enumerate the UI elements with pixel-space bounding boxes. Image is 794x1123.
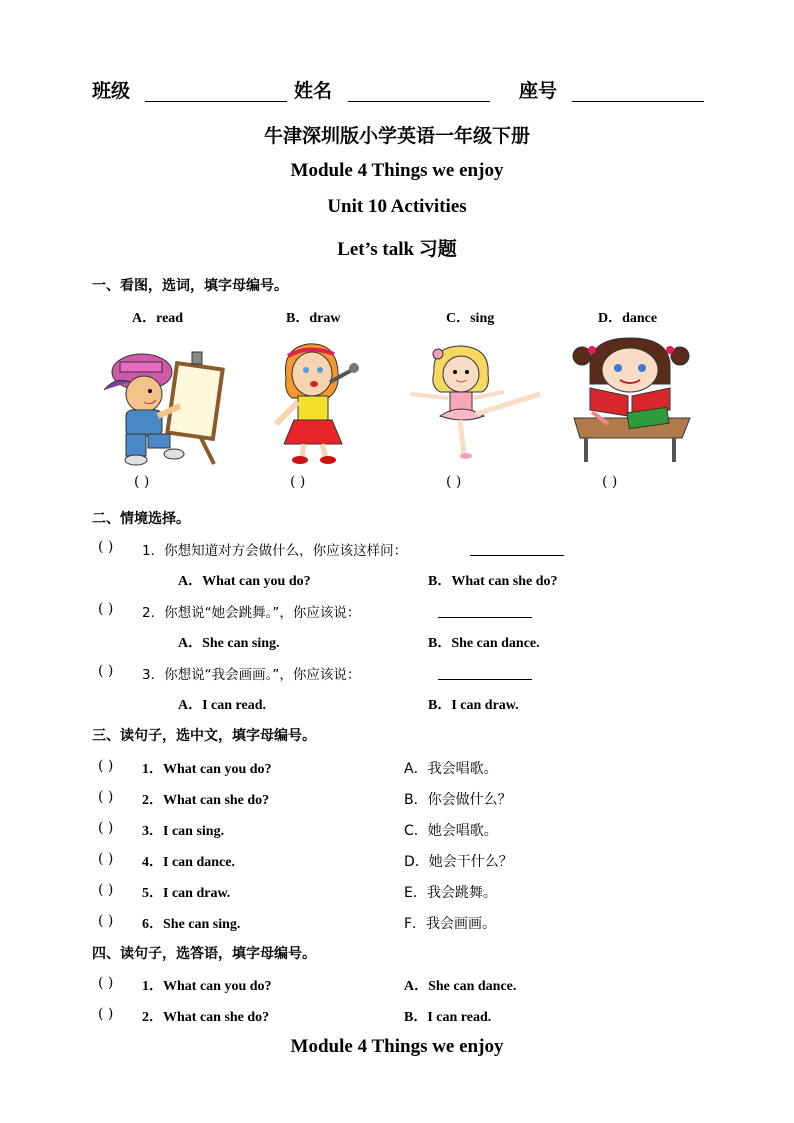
name-blank[interactable] <box>348 101 490 102</box>
s3-r3-paren[interactable]: ( ) <box>98 820 114 836</box>
s4-r1-ans: A．She can dance. <box>404 979 517 994</box>
s2-q2-paren[interactable]: ( ) <box>98 601 114 617</box>
option-d: D．dance <box>598 311 658 326</box>
s3-r6-zh: F．我会画画。 <box>404 916 497 932</box>
s2-q3-option-b: B．I can draw. <box>428 698 519 713</box>
s4-r2-ans: B．I can read. <box>404 1010 492 1025</box>
s2-q2-option-b: B．She can dance. <box>428 636 540 651</box>
section2-heading: 二、情境选择。 <box>92 511 190 527</box>
s3-r6-paren[interactable]: ( ) <box>98 913 114 929</box>
s2-q2-blank[interactable] <box>438 617 532 618</box>
s3-r5-zh: E．我会跳舞。 <box>404 885 497 901</box>
option-a: A．read <box>132 311 184 326</box>
option-b: B．draw <box>286 311 341 326</box>
s2-q3-text: 3．你想说“我会画画。”，你应该说： <box>142 667 361 683</box>
answer-paren-3[interactable]: ( ) <box>446 474 462 490</box>
section1-heading: 一、看图，选词，填字母编号。 <box>92 278 288 294</box>
seat-label: 座号 <box>519 80 558 102</box>
unit-title: Unit 10 Activities <box>327 196 467 217</box>
book-title: 牛津深圳版小学英语一年级下册 <box>263 125 530 147</box>
lesson-title: Let’s talk 习题 <box>337 239 457 260</box>
s3-r6-en: 6．She can sing. <box>142 917 241 932</box>
s2-q1-option-b: B．What can she do? <box>428 574 558 589</box>
answer-paren-4[interactable]: ( ) <box>602 474 618 490</box>
s3-r2-en: 2．What can she do? <box>142 793 270 808</box>
name-label: 姓名 <box>294 80 333 102</box>
s3-r1-paren[interactable]: ( ) <box>98 758 114 774</box>
s3-r3-en: 3．I can sing. <box>142 824 225 839</box>
class-blank[interactable] <box>145 101 287 102</box>
s2-q3-option-a: A．I can read. <box>178 698 267 713</box>
s4-r2-paren[interactable]: ( ) <box>98 1006 114 1022</box>
s2-q3-blank[interactable] <box>438 679 532 680</box>
s3-r5-en: 5．I can draw. <box>142 886 231 901</box>
s2-q1-blank[interactable] <box>470 555 564 556</box>
answer-paren-2[interactable]: ( ) <box>290 474 306 490</box>
s3-r4-zh: D．她会干什么？ <box>404 854 513 870</box>
section3-heading: 三、读句子，选中文，填字母编号。 <box>92 728 316 744</box>
answer-paren-1[interactable]: ( ) <box>134 474 150 490</box>
girl-reading-illustration <box>570 334 694 464</box>
seat-blank[interactable] <box>572 101 704 102</box>
girl-singing-illustration <box>268 338 368 466</box>
s3-r3-zh: C．她会唱歌。 <box>404 823 498 839</box>
s3-r4-en: 4．I can dance. <box>142 855 235 870</box>
s3-r1-zh: A．我会唱歌。 <box>404 761 498 777</box>
s2-q1-option-a: A．What can you do? <box>178 574 311 589</box>
footer-module-title: Module 4 Things we enjoy <box>290 1036 504 1057</box>
child-drawing-illustration <box>96 336 226 466</box>
s3-r5-paren[interactable]: ( ) <box>98 882 114 898</box>
s2-q2-option-a: A．She can sing. <box>178 636 280 651</box>
s2-q3-paren[interactable]: ( ) <box>98 663 114 679</box>
s4-r1-paren[interactable]: ( ) <box>98 975 114 991</box>
s2-q1-paren[interactable]: ( ) <box>98 539 114 555</box>
s3-r1-en: 1．What can you do? <box>142 762 272 777</box>
s3-r2-paren[interactable]: ( ) <box>98 789 114 805</box>
module-title: Module 4 Things we enjoy <box>290 160 504 181</box>
option-c: C．sing <box>446 311 495 326</box>
s4-r1-en: 1．What can you do? <box>142 979 272 994</box>
class-label: 班级 <box>92 80 131 102</box>
s3-r2-zh: B．你会做什么？ <box>404 792 512 808</box>
s4-r2-en: 2．What can she do? <box>142 1010 270 1025</box>
s2-q2-text: 2．你想说“她会跳舞。”，你应该说： <box>142 605 361 621</box>
girl-dancing-illustration <box>404 342 546 462</box>
s2-q1-text: 1．你想知道对方会做什么，你应该这样问： <box>142 543 408 559</box>
section4-heading: 四、读句子，选答语，填字母编号。 <box>92 946 316 962</box>
s3-r4-paren[interactable]: ( ) <box>98 851 114 867</box>
